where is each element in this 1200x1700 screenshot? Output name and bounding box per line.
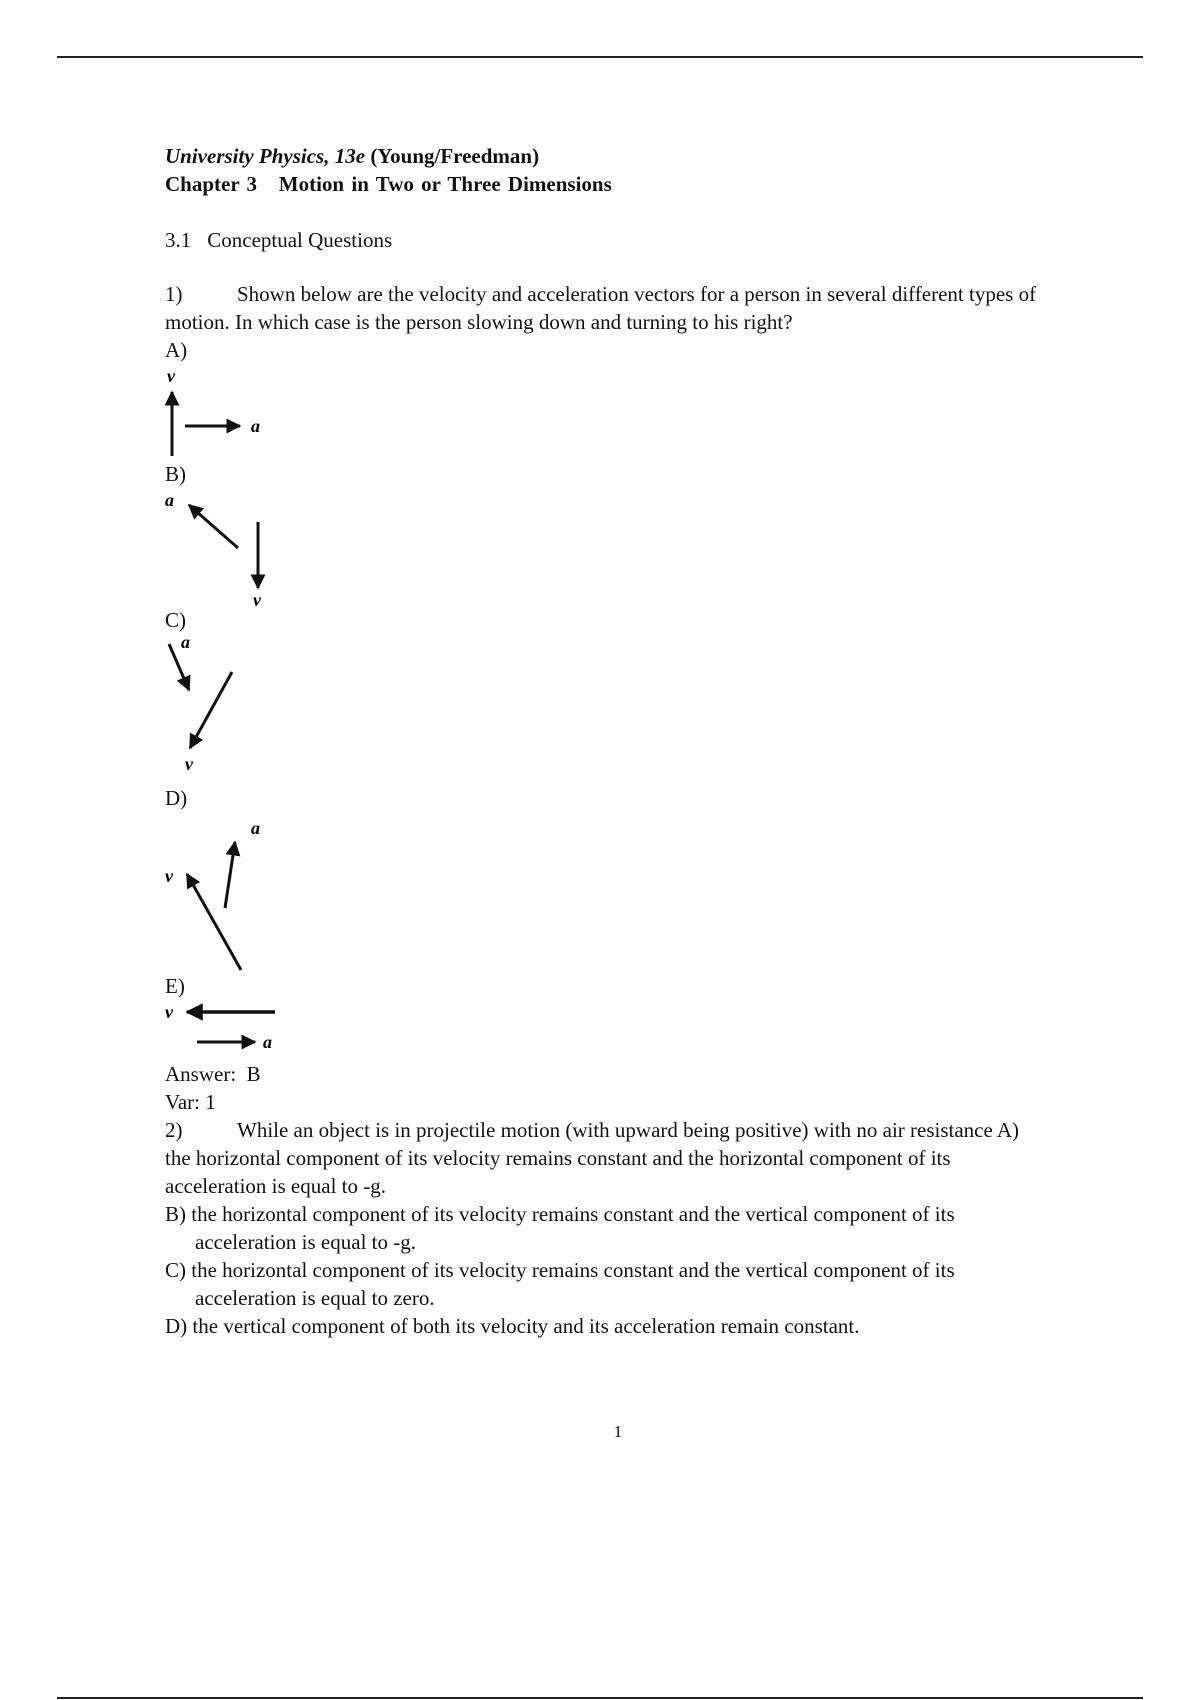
choice-c: C) the horizontal component of its velocity remains constant and the vertical component of its acceleration is equal to zero. xyxy=(165,1258,955,1310)
diagram-b xyxy=(165,488,275,606)
diagram-c xyxy=(165,634,275,784)
vector-label-v: v xyxy=(185,754,193,774)
option-label-e: E) xyxy=(165,974,185,998)
question-1 xyxy=(165,280,1045,336)
vector-label-a: a xyxy=(181,634,190,652)
vector-label-v: v xyxy=(165,866,173,886)
acceleration-arrow xyxy=(225,842,235,908)
page-number: 1 xyxy=(613,1422,623,1441)
vector-label-v: v xyxy=(165,1002,173,1022)
choice-d: D) the vertical component of both its velocity and its acceleration remain constant. xyxy=(165,1314,860,1338)
option-label-b: B) xyxy=(165,462,186,486)
vector-label-v: v xyxy=(167,366,175,386)
answer-line: Answer: B xyxy=(165,1062,261,1086)
question-text: Shown below are the velocity and acceleration vectors for a person in several different types of motion. In which case is the person slowing down and turning to his right? xyxy=(165,282,1037,334)
option-label-c: C) xyxy=(165,608,186,632)
vector-label-a: a xyxy=(251,416,260,436)
diagram-a xyxy=(165,364,275,460)
var-line: Var: 1 xyxy=(165,1090,216,1114)
question-2 xyxy=(165,1116,1045,1200)
section-heading xyxy=(165,226,1045,254)
question-number: 2) xyxy=(165,1118,183,1142)
choice-b: B) the horizontal component of its velocity remains constant and the vertical component of its acceleration is equal to -g. xyxy=(165,1202,955,1254)
vector-label-a: a xyxy=(251,818,260,838)
page-content xyxy=(165,142,1045,1340)
diagram-d xyxy=(165,812,275,972)
section-title: Conceptual Questions xyxy=(207,228,393,252)
bottom-rule xyxy=(57,1697,1143,1699)
acceleration-arrow xyxy=(189,505,238,548)
vector-label-a: a xyxy=(263,1032,272,1052)
question-number: 1) xyxy=(165,282,183,306)
velocity-arrow xyxy=(190,672,232,748)
chapter-title: Chapter 3 Motion in Two or Three Dimensions xyxy=(165,172,612,196)
diagram-e xyxy=(165,1000,285,1060)
section-number: 3.1 xyxy=(165,228,192,252)
book-authors: (Young/Freedman) xyxy=(370,144,540,168)
option-label-d: D) xyxy=(165,786,188,810)
book-title: University Physics, 13e xyxy=(165,144,366,168)
top-rule xyxy=(57,56,1143,58)
vector-label-v: v xyxy=(253,590,261,606)
question-text: While an object is in projectile motion (with upward being positive) with no air resistance A) the horizontal component of its velocity remains constant and the horizontal component of its acceleration is equal to -g. xyxy=(165,1118,1020,1198)
option-label-a: A) xyxy=(165,338,188,362)
book-title-line xyxy=(165,142,1045,170)
velocity-arrow xyxy=(187,874,241,970)
vector-label-a: a xyxy=(165,490,174,510)
